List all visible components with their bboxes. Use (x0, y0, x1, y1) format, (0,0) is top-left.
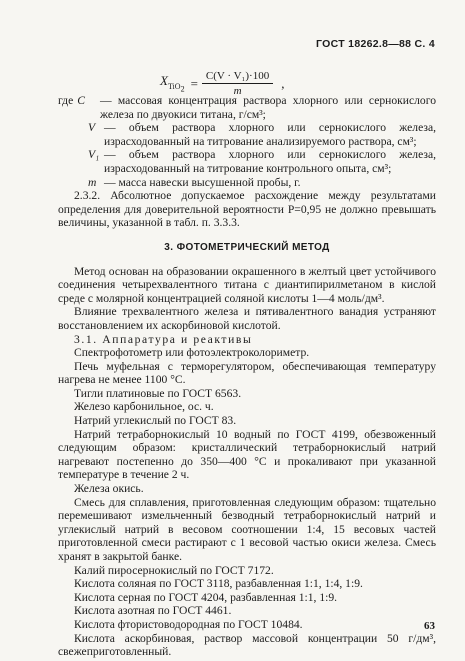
definition-item: V₁ — объем раствора хлорного или сернокислого железа, израсходованный на титрование контрольного опыта, см³; (88, 148, 436, 175)
formula-denominator: m (233, 85, 242, 97)
page-number: 63 (424, 620, 435, 632)
definition-item: где C — массовая концентрация раствора хлорного или сернокислого железа по двуокиси титана, г/см³; (58, 94, 436, 121)
document-body (58, 94, 436, 659)
paragraph-2-3-2: 2.3.2. Абсолютное допускаемое расхождение между результатами определения для доверительной вероятности P=0,95 не должно превышать величины, указанной в табл. п. 3.3.3. (58, 189, 436, 230)
reagent-item: Железа окись. (74, 482, 144, 496)
reagent-item: Кислота серная по ГОСТ 4204, разбавленная 1:1, 1:9. (74, 590, 338, 604)
reagent-item: Железо карбонильное, ос. ч. (74, 400, 214, 414)
reagent-item: Кислота соляная по ГОСТ 3118, разбавленная 1:1, 1:4, 1:9. (74, 577, 363, 591)
formula-lhs: $X_{TiO_2}$ (160, 73, 185, 94)
reagent-item: Кислота азотная по ГОСТ 4461. (74, 604, 232, 618)
reagent-item: Смесь для сплавления, приготовленная следующим образом: тщательно перемешивают измельченный безводный тетраборнокислый натрий и углекислый натрий в весовом соотношении 1:4, 15 весовых частей приготовленной смеси растирают с 1 весовой частью окиси железа. Смесь хранят в закрытой банке. (58, 495, 436, 563)
reagent-item: Кислота аскорбиновая, раствор массовой концентрации 50 г/дм³, свежеприготовленный. (58, 631, 436, 659)
reagent-item: Тигли платиновые по ГОСТ 6563. (74, 386, 242, 400)
page-header: ГОСТ 18262.8—88 С. 4 (316, 38, 435, 50)
section-title: 3. ФОТОМЕТРИЧЕСКИЙ МЕТОД (164, 241, 330, 253)
definition-item: V — объем раствора хлорного или сернокислого железа, израсходованный на титрование анализируемого раствора, см³; (88, 121, 436, 148)
reagent-item: Печь муфельная с терморегулятором, обеспечивающая температуру нагрева не менее 1100 °С. (58, 359, 436, 387)
formula-fraction (202, 70, 273, 97)
interference-note: Влияние трехвалентного железа и пятивалентного ванадия устраняют восстановлением их аскорбиновой кислотой. (58, 305, 436, 332)
reagent-item: Натрий углекислый по ГОСТ 83. (74, 414, 237, 428)
reagent-item: Натрий тетраборнокислый 10 водный по ГОСТ 4199, обезвоженный следующим образом: кристаллический тетраборнокислый натрий нагревают постепенно до 350—400 °С и прокаливают при указанной температуре в течение 2 ч. (58, 427, 436, 482)
definition-item: m — масса навески высушенной пробы, г. (88, 175, 301, 189)
formula-equals: = (190, 75, 198, 91)
reagent-item: Калий пиросернокислый по ГОСТ 7172. (74, 563, 274, 577)
formula-numerator: C(V · V₁)·100 (202, 70, 273, 84)
method-intro: Метод основан на образовании окрашенного в желтый цвет устойчивого соединения четырехвалентного титана с диантипирилметаном в кислой среде с молярной концентрацией соляной кислоты 1—4 моль/дм³. (58, 264, 436, 305)
reagent-item: Кислота фтористоводородная по ГОСТ 10484. (74, 617, 303, 631)
reagent-item: Спектрофотометр или фотоэлектроколориметр. (74, 346, 310, 360)
subsection-title: 3.1. Аппаратура и реактивы (74, 332, 253, 346)
formula: $X_{TiO_2}$ = $\frac{\text{C(V · V₁)·100}}{m}$ , (160, 70, 285, 97)
